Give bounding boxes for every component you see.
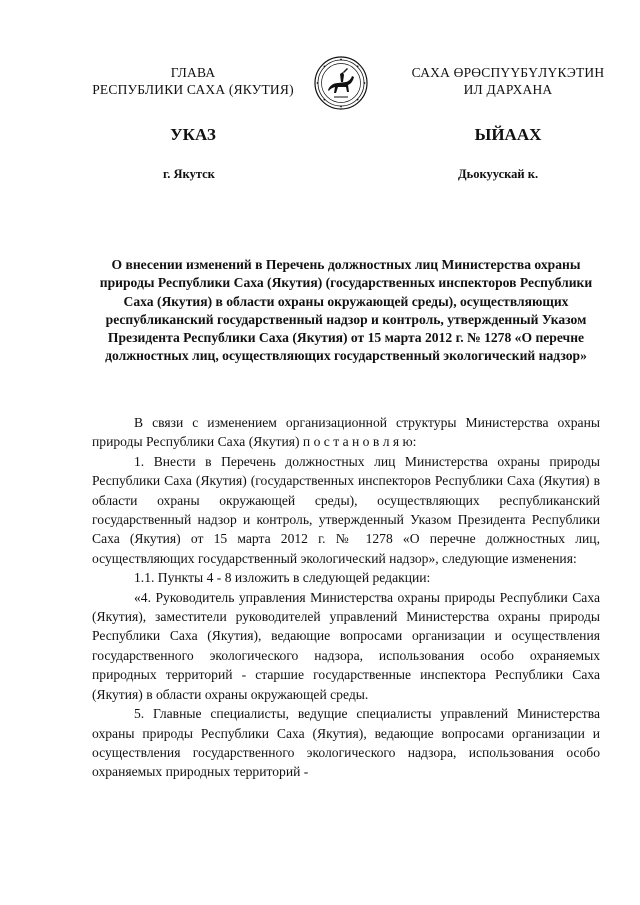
coat-of-arms-emblem	[314, 56, 368, 110]
doc-type-left: УКАЗ	[170, 125, 216, 144]
paragraph-item-4: «4. Руководитель управления Министерства охраны природы Республики Саха (Якутия), заместители руководителей управлений Министерства охраны природы Республики Саха (Якутия), ведающие вопросами организации и осуществления государственного экологического надзора, использования особо охраняемых природных территорий - старшие государственные инспектора Республики Саха (Якутия) в области охраны окружающей среды.	[92, 589, 600, 702]
header-right-line2: ИЛ ДАРХАНА	[463, 82, 553, 97]
header-left-block	[88, 64, 298, 98]
doc-type-right: ЫЙААХ	[474, 125, 542, 144]
header-left-line1: ГЛАВА	[170, 65, 216, 80]
paragraph-item-5: 5. Главные специалисты, ведущие специалисты управлений Министерства охраны природы Республики Саха (Якутия), ведающие вопросами организации и осуществления государственного экологического надзора, использования особо охраняемых природных территорий -	[92, 706, 600, 780]
document-body	[92, 413, 600, 782]
paragraph-preamble: В связи с изменением организационной структуры Министерства охраны природы Республики Саха (Якутия) п о с т а н о в л я ю:	[92, 415, 600, 450]
document-title: О внесении изменений в Перечень должностных лиц Министерства охраны природы Республики Саха (Якутия) (государственных инспекторов Республики Саха (Якутия) в области охраны окружающей среды), осуществляющих республиканский государственный надзор и контроль, утвержденный Указом Президента Республики Саха (Якутия) от 15 марта 2012 г. № 1278 «О перечне должностных лиц, осуществляющих государственный экологический надзор»	[99, 257, 593, 364]
header-right-line1: САХА ӨРӨСПҮҮБҮЛҮКЭТИН	[411, 65, 605, 80]
paragraph-item-1: 1. Внести в Перечень должностных лиц Министерства охраны природы Республики Саха (Якутия) (государственных инспекторов Республики Саха (Якутия) в области охраны окружающей среды), осуществляющих республиканский государственный надзор и контроль, утвержденный Указом Президента Республики Саха (Якутия) от 15 марта 2012 г. № 1278 «О перечне должностных лиц, осуществляющих государственный экологический надзор», следующие изменения:	[92, 453, 600, 566]
header-left-line2: РЕСПУБЛИКИ САХА (ЯКУТИЯ)	[92, 82, 294, 97]
paragraph-item-1-1: 1.1. Пункты 4 - 8 изложить в следующей редакции:	[134, 570, 431, 586]
header-right-block	[388, 64, 628, 98]
city-left: г. Якутск	[163, 167, 215, 181]
city-right: Дьокуускай к.	[458, 167, 539, 181]
